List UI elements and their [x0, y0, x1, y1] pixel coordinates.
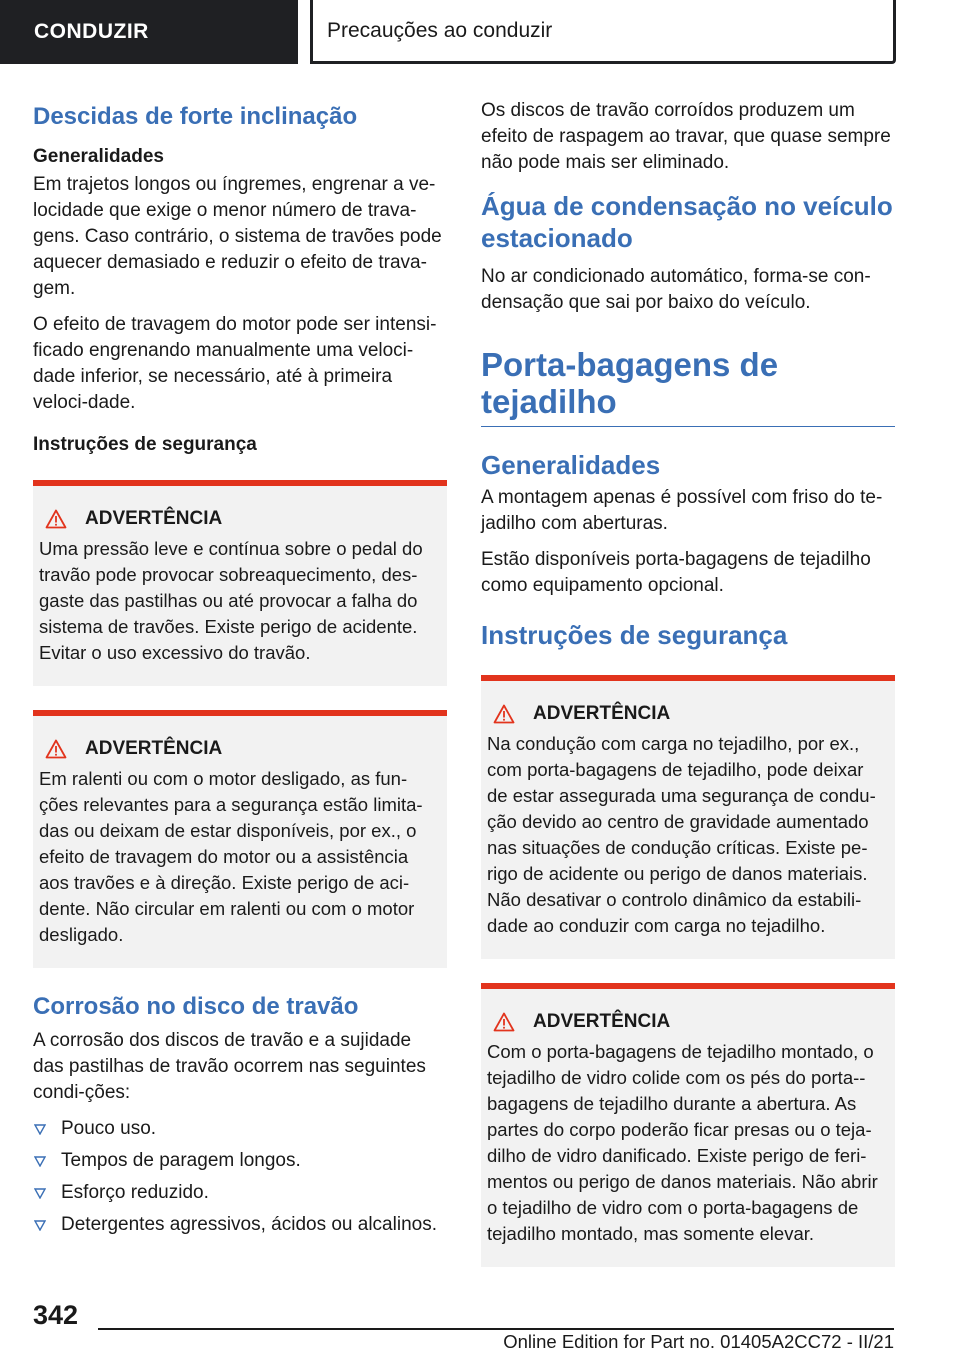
list-item: Tempos de paragem longos.	[33, 1148, 447, 1174]
triangle-bullet-icon	[33, 1188, 47, 1199]
right-column	[481, 98, 895, 1291]
section-tab	[0, 0, 298, 64]
warning-box-3	[481, 675, 895, 959]
warning-title: ADVERTÊNCIA	[85, 508, 223, 529]
list-item: Detergentes agressivos, ácidos ou alcalinos.	[33, 1212, 447, 1238]
warning-title: ADVERTÊNCIA	[85, 738, 223, 759]
triangle-bullet-icon	[33, 1124, 47, 1135]
warning-box-2	[33, 710, 447, 968]
paragraph-corrosion: A corrosão dos discos de travão e a sujidade das pastilhas de travão ocorrem nas seguintes condi-ções:	[33, 1030, 426, 1103]
triangle-bullet-icon	[33, 1220, 47, 1231]
page-number: 342	[33, 1300, 79, 1330]
paragraph-condensation: No ar condicionado automático, forma-se con-densação que sai por baixo do veículo.	[481, 266, 871, 313]
heading-general: Generalidades	[481, 450, 661, 480]
paragraph-descents-2: O efeito de travagem do motor pode ser intensi-ficado engrenando manualmente uma veloci-dade inferior, se necessário, até à primeira veloci-dade.	[33, 314, 437, 413]
subheading-safety: Instruções de segurança	[33, 434, 257, 455]
warning-triangle-icon	[493, 704, 515, 724]
warning-text: Com o porta-bagagens de tejadilho montado, o tejadilho de vidro colide com os pés do porta--bagagens de tejadilho durante a abertura. As partes do corpo poderão ficar presas ou o teja-dilho de vidro danificado. Existe perigo de feri-mentos ou perigo de danos materiais. Não abrir o tejadilho de vidro com o porta-bagagens de tejadilho montado, mas somente elevar.	[487, 1041, 878, 1244]
paragraph-roof-rack-1: A montagem apenas é possível com friso do te-jadilho com aberturas.	[481, 487, 883, 534]
footer-edition: Online Edition for Part no. 01405A2CC72 - II/21	[503, 1331, 894, 1352]
warning-triangle-icon	[493, 1012, 515, 1032]
paragraph-corroded-discs: Os discos de travão corroídos produzem um efeito de raspagem ao travar, que quase sempre não pode mais ser eliminado.	[481, 100, 891, 173]
list-item: Esforço reduzido.	[33, 1180, 447, 1206]
footer-divider	[98, 1328, 894, 1330]
warning-title: ADVERTÊNCIA	[533, 1011, 671, 1032]
warning-text: Na condução com carga no tejadilho, por ex., com porta-bagagens de tejadilho, pode deixar de estar assegurada uma segurança de condu-ção devido ao centro de gravidade aumentado nas situações de condução críticas. Existe pe-rigo de acidente ou perigo de danos materiais. Não desativar o controlo dinâmico da estabili-dade ao conduzir com carga no tejadilho.	[487, 733, 876, 936]
list-item: Pouco uso.	[33, 1116, 447, 1142]
heading-roof-rack: Porta-bagagens de tejadilho	[481, 346, 895, 427]
subheading-general: Generalidades	[33, 146, 164, 167]
left-column	[33, 98, 447, 1244]
warning-text: Uma pressão leve e contínua sobre o pedal do travão pode provocar sobreaquecimento, des-gaste das pastilhas ou até provocar a falha do sistema de travões. Existe perigo de acidente. Evitar o uso excessivo do travão.	[39, 538, 423, 663]
triangle-bullet-icon	[33, 1156, 47, 1167]
heading-corrosion: Corrosão no disco de travão	[33, 993, 359, 1020]
heading-condensation: Água de condensação no veículo estacionado	[481, 191, 893, 253]
chapter-title: Precauções ao conduzir	[327, 18, 553, 42]
warning-triangle-icon	[45, 739, 67, 759]
heading-descents: Descidas de forte inclinação	[33, 103, 358, 130]
heading-roof-rack-safety: Instruções de segurança	[481, 620, 788, 650]
warning-text: Em ralenti ou com o motor desligado, as fun-ções relevantes para a segurança estão limita-das ou deixam de estar disponíveis, por ex., o efeito de travagem do motor ou a assistência aos travões e à direção. Existe perigo de aci-dente. Não circular em ralenti ou com o motor desligado.	[39, 768, 423, 945]
warning-title: ADVERTÊNCIA	[533, 703, 671, 724]
warning-box-1	[33, 480, 447, 686]
warning-triangle-icon	[45, 509, 67, 529]
warning-box-4	[481, 983, 895, 1267]
paragraph-roof-rack-2: Estão disponíveis porta-bagagens de tejadilho como equipamento opcional.	[481, 549, 871, 596]
paragraph-descents-1: Em trajetos longos ou íngremes, engrenar a ve-locidade que exige o menor número de trava-gens. Caso contrário, o sistema de travões pode aquecer demasiado e reduzir o efeito de trava-gem.	[33, 174, 442, 299]
section-label: CONDUZIR	[34, 20, 149, 43]
chapter-header	[310, 0, 896, 64]
corrosion-conditions-list	[33, 1116, 447, 1238]
